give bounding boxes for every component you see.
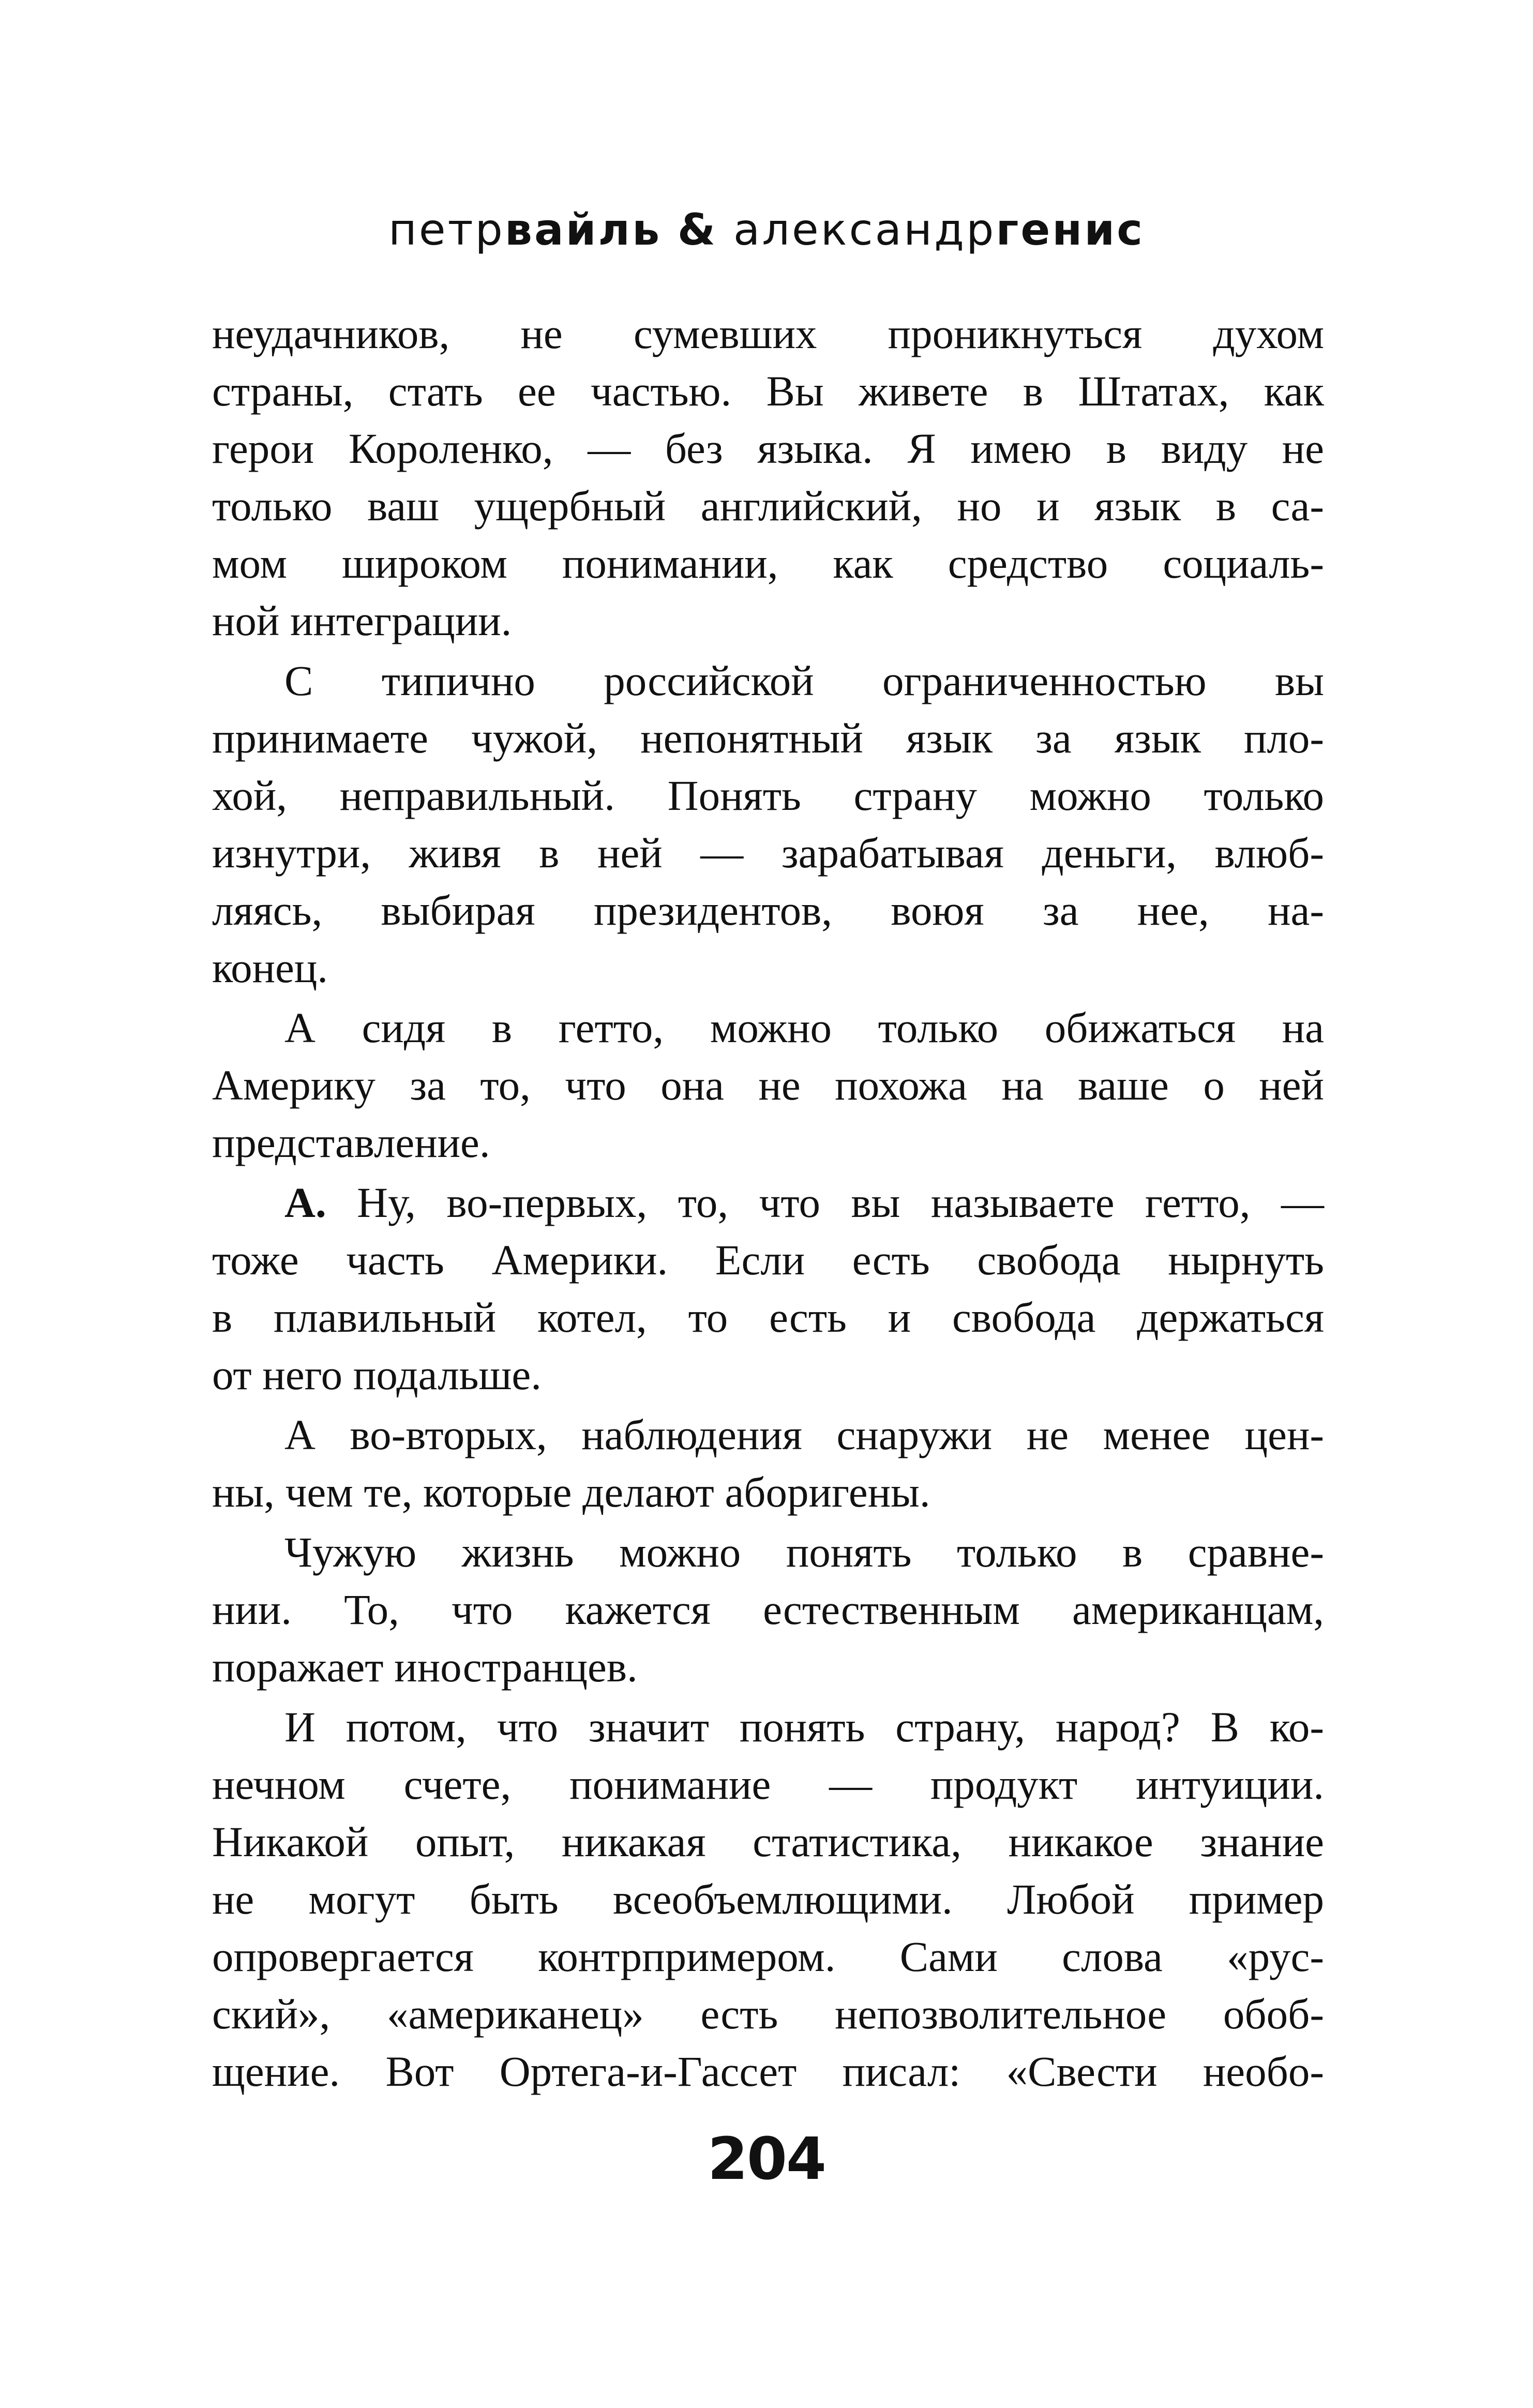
text-line: не могут быть всеобъемлющими. Любой пример: [212, 1875, 1324, 1923]
text-line: принимаете чужой, непонятный язык за язык пло-: [212, 714, 1324, 762]
text-line: ны, чем те, которые делают аборигены.: [212, 1468, 930, 1516]
paragraph: [212, 652, 1324, 997]
text-line: С типично российской ограниченностью вы: [284, 657, 1324, 704]
paragraph: [212, 1174, 1324, 1404]
text-line: Никакой опыт, никакая статистика, никакое знание: [212, 1818, 1324, 1865]
text-line: тоже часть Америки. Если есть свобода нырнуть: [212, 1236, 1324, 1284]
text-line: [212, 1174, 1324, 1231]
paragraph: [212, 1698, 1324, 2100]
text-line: нечном счете, понимание — продукт интуиции.: [212, 1760, 1324, 1808]
paragraph: [212, 1406, 1324, 1521]
paragraph: [212, 305, 1324, 650]
page-number: 204: [708, 2126, 825, 2193]
ampersand: &: [677, 204, 718, 255]
text-line: поражает иностранцев.: [212, 1643, 638, 1691]
text-line: А во-вторых, наблюдения снаружи не менее цен-: [284, 1411, 1324, 1458]
body-text: [212, 305, 1324, 2103]
text-line: Чужую жизнь можно понять только в сравне-: [284, 1528, 1324, 1576]
text-line: И потом, что значит понять страну, народ? В ко-: [284, 1703, 1324, 1751]
paragraph: [212, 999, 1324, 1171]
author-2-last-name: генис: [996, 204, 1145, 255]
running-head: [0, 204, 1533, 255]
text-line: конец.: [212, 944, 328, 991]
text-line: Америку за то, что она не похожа на ваше о ней: [212, 1061, 1324, 1109]
text-line: представление.: [212, 1119, 490, 1166]
speaker-label: А.: [284, 1179, 326, 1226]
text-line: герои Короленко, — без языка. Я имею в виду не: [212, 425, 1324, 472]
text-line: только ваш ущербный английский, но и язык в са-: [212, 482, 1324, 530]
text-line: А сидя в гетто, можно только обижаться на: [284, 1004, 1324, 1051]
text-line: хой, неправильный. Понять страну можно только: [212, 772, 1324, 819]
author-1-first-name: петр: [388, 204, 505, 255]
text-line: ский», «американец» есть непозволительное обоб-: [212, 1990, 1324, 2038]
text-line: от него подальше.: [212, 1351, 542, 1398]
text-line: опровергается контрпримером. Сами слова «рус-: [212, 1933, 1324, 1980]
text-line: мом широком понимании, как средство социаль-: [212, 539, 1324, 587]
author-2-first-name: александр: [733, 204, 996, 255]
text-line: страны, стать ее частью. Вы живете в Штатах, как: [212, 367, 1324, 415]
text-line: неудачников, не сумевших проникнуться духом: [212, 310, 1324, 357]
text-line: ной интеграции.: [212, 597, 512, 644]
text-line: нии. То, что кажется естественным американцам,: [212, 1586, 1324, 1633]
text-line: ляясь, выбирая президентов, воюя за нее, на-: [212, 886, 1324, 934]
text-line: щение. Вот Ортега-и-Гассет писал: «Свести необо-: [212, 2048, 1324, 2095]
text-line: в плавильный котел, то есть и свобода держаться: [212, 1293, 1324, 1341]
author-1-last-name: вайль: [504, 204, 662, 255]
paragraph: [212, 1524, 1324, 1696]
text-line-rest: Ну, во-первых, то, что вы называете гетто, —: [326, 1179, 1324, 1226]
text-line: изнутри, живя в ней — зарабатывая деньги, влюб-: [212, 829, 1324, 877]
